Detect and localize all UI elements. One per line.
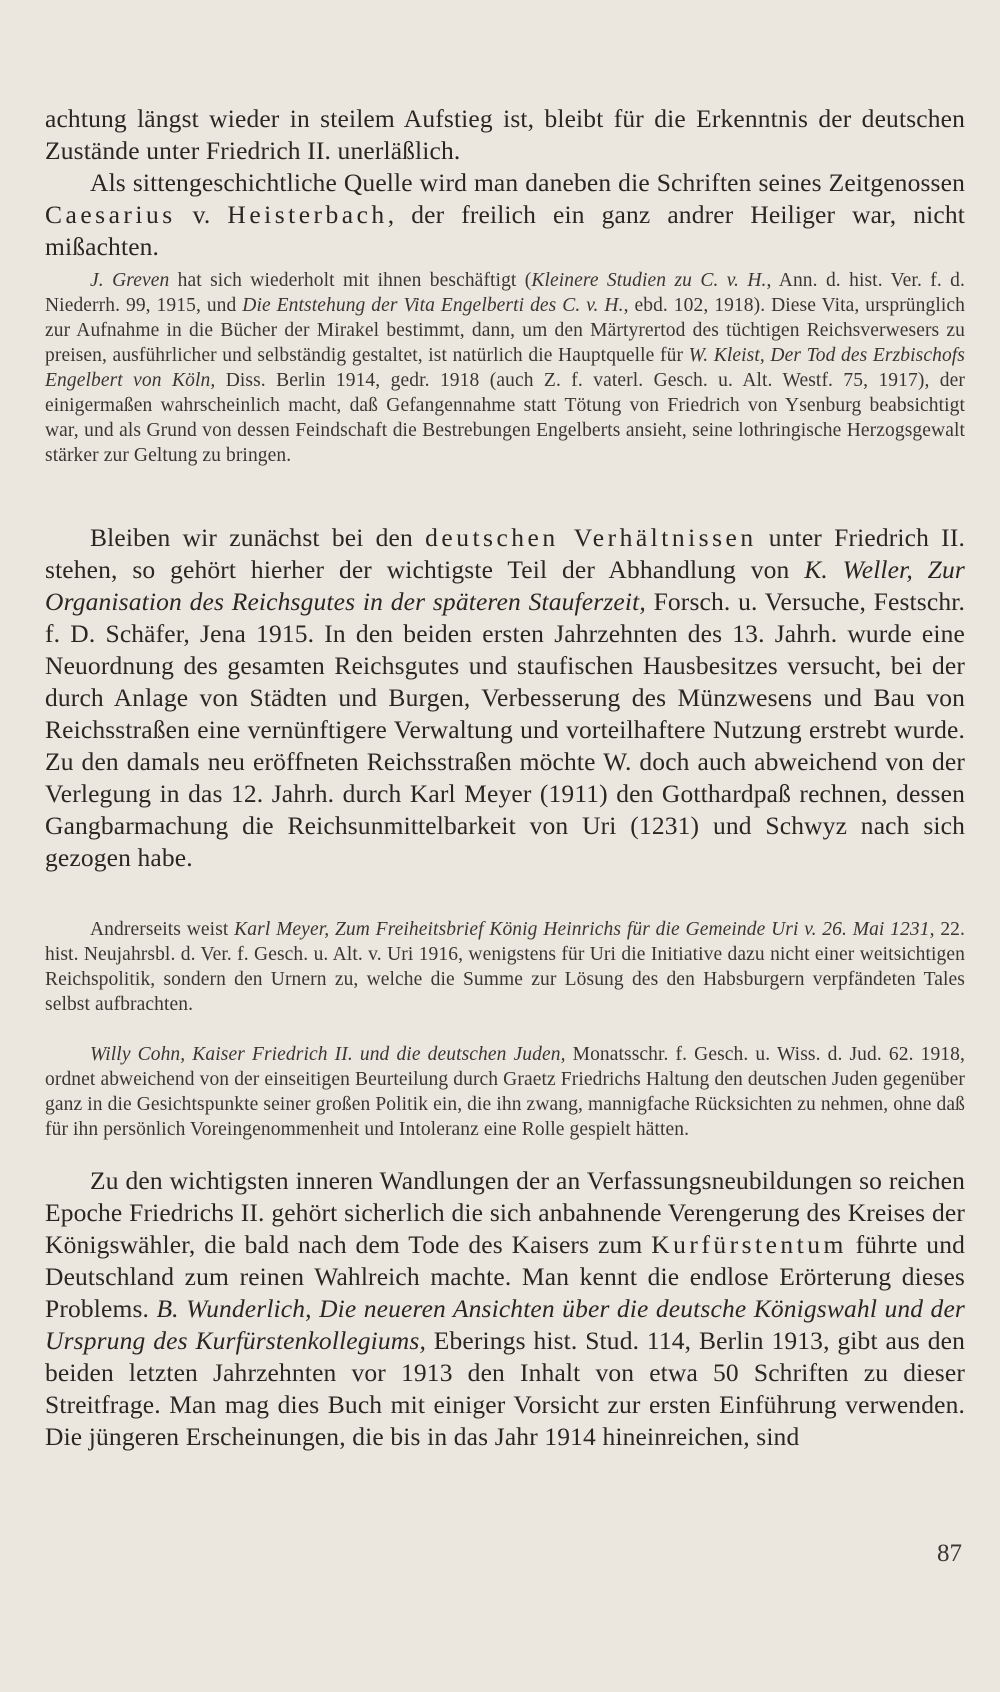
text-run: Eberings hist. Stud. 114, Berlin 1913, gibt aus den beiden letzten Jahrzehnten vor 1913 den Inhalt von etwa 50 Schriften zu dieser Streitfrage. Man mag dies Buch mit einiger Vorsicht zur ersten Einführung verwenden. Die jüngeren Erscheinungen, die bis in das Jahr 1914 hineinreichen, sind: [45, 1326, 966, 1451]
spaced-emphasis: Heisterbach: [227, 200, 388, 229]
italic-citation: J. Greven: [90, 270, 170, 291]
text-run: achtung längst wieder in steilem Aufstieg ist, bleibt für die Erkenntnis der deutschen Zustände unter Friedrich II. unerläßlich.: [45, 104, 965, 165]
paragraph-4: [45, 1165, 965, 1453]
paragraph-2: [45, 167, 965, 263]
italic-citation: B. Wunderlich, Die neueren Ansichten über die deutsche Königswahl und der Ursprung des Kurfürstenkollegiums,: [45, 1294, 965, 1355]
text-run: Diss. Berlin 1914, gedr. 1918 (auch Z. f. vaterl. Gesch. u. Alt. Westf. 75, 1917), der einigermaßen wahrscheinlich macht, daß Gefangennahme statt Tötung von Friedrich von Ysenburg beabsichtigt war, und als Grund von dessen Feindschaft die Bestrebungen Engelberts ansieht, seine lothringische Herzogsgewalt stärker zur Geltung zu bringen.: [45, 370, 966, 466]
spaced-emphasis: Kurfürstentum: [651, 1230, 847, 1259]
text-run: Monatsschr. f. Gesch. u. Wiss. d. Jud. 62. 1918, ordnet abweichend von der einseitigen Beurteilung durch Graetz Friedrichs Haltung den deutschen Juden gegenüber ganz in die Gesichtspunkte seiner großen Politik ein, die ihn zwang, mannigfache Rücksichten zu nehmen, ohne daß für ihn persönlich Voreingenommenheit und Intoleranz eine Rolle gespielt hätten.: [45, 1044, 965, 1140]
spaced-emphasis: Caesarius: [45, 200, 176, 229]
text-run: , ebd. 102, 1918). Diese Vita, ursprünglich zur Aufnahme in die Bücher der Mirakel bestimmt, dann, um den Märtyrertod des tüchtigen Reichsverwesers zu preisen, ausführlicher und selbständig gestaltet, ist natürlich die Hauptquelle für: [45, 295, 965, 366]
text-run: Zu den wichtigsten inneren Wandlungen der an Verfassungsneubildungen so reichen Epoche Friedrichs II. gehört sicherlich die sich anbahnende Verengerung des Kreises der Königswähler, die bald nach dem Tode des Kaisers zum: [45, 1166, 965, 1259]
italic-citation: Die Entstehung der Vita Engelberti des C. v. H.: [242, 295, 624, 316]
italic-citation: K. Weller, Zur Organisation des Reichsgutes in der späteren Stauferzeit,: [45, 555, 965, 616]
paragraph-3: [45, 522, 965, 874]
text-run: Als sittengeschichtliche Quelle wird man daneben die Schriften seines Zeitgenossen: [90, 168, 965, 197]
italic-citation: W. Kleist, Der Tod des Erzbischofs Engelbert von Köln,: [45, 345, 965, 391]
text-run: , der freilich ein ganz andrer Heiliger war, nicht mißachten.: [45, 200, 965, 261]
text-run: unter Friedrich II. stehen, so gehört hierher der wichtigste Teil der Abhandlung von: [45, 523, 965, 584]
italic-citation: Karl Meyer, Zum Freiheitsbrief König Heinrichs für die Gemeinde Uri v. 26. Mai 1231,: [234, 919, 935, 940]
text-run: , Ann. d. hist. Ver. f. d. Niederrh. 99, 1915, und: [45, 270, 965, 316]
footnote-paragraph-2: [45, 917, 965, 1017]
footnote-paragraph-1: [45, 268, 965, 468]
italic-citation: Kleinere Studien zu C. v. H.: [531, 270, 767, 291]
spaced-emphasis: deutschen Verhältnissen: [425, 523, 757, 552]
text-run: führte und Deutschland zum reinen Wahlreich machte. Man kennt die endlose Erörterung dieses Problems.: [45, 1230, 965, 1323]
text-run: hat sich wiederholt mit ihnen beschäftigt (: [169, 270, 532, 291]
paragraph-1: [45, 103, 965, 167]
page-number: 87: [937, 1540, 962, 1567]
text-run: Bleiben wir zunächst bei den: [90, 523, 426, 552]
footnote-paragraph-3: [45, 1042, 965, 1142]
text-run: Forsch. u. Versuche, Festschr. f. D. Schäfer, Jena 1915. In den beiden ersten Jahrzehnten des 13. Jahrh. wurde eine Neuordnung des gesamten Reichsgutes und staufischen Hausbesitzes versucht, bei der durch Anlage von Städten und Burgen, Verbesserung des Münzwesens und Bau von Reichsstraßen eine vernünftigere Verwaltung und vorteilhaftere Nutzung erstrebt wurde. Zu den damals neu eröffneten Reichsstraßen möchte W. doch auch abweichend von der Verlegung in das 12. Jahrh. durch Karl Meyer (1911) den Gotthardpaß rechnen, dessen Gangbarmachung die Reichsunmittelbarkeit von Uri (1231) und Schwyz nach sich gezogen habe.: [45, 587, 965, 872]
text-run: v.: [175, 200, 228, 229]
italic-citation: Willy Cohn, Kaiser Friedrich II. und die deutschen Juden,: [90, 1044, 566, 1065]
text-run: Andrerseits weist: [90, 919, 235, 940]
text-run: 22. hist. Neujahrsbl. d. Ver. f. Gesch. u. Alt. v. Uri 1916, wenigstens für Uri die Initiative dazu nicht einer weitsichtigen Reichspolitik, sondern den Urnern zu, welche die Summe zur Lösung des den Habsburgern verpfändeten Tales selbst aufbrachten.: [45, 919, 965, 1015]
